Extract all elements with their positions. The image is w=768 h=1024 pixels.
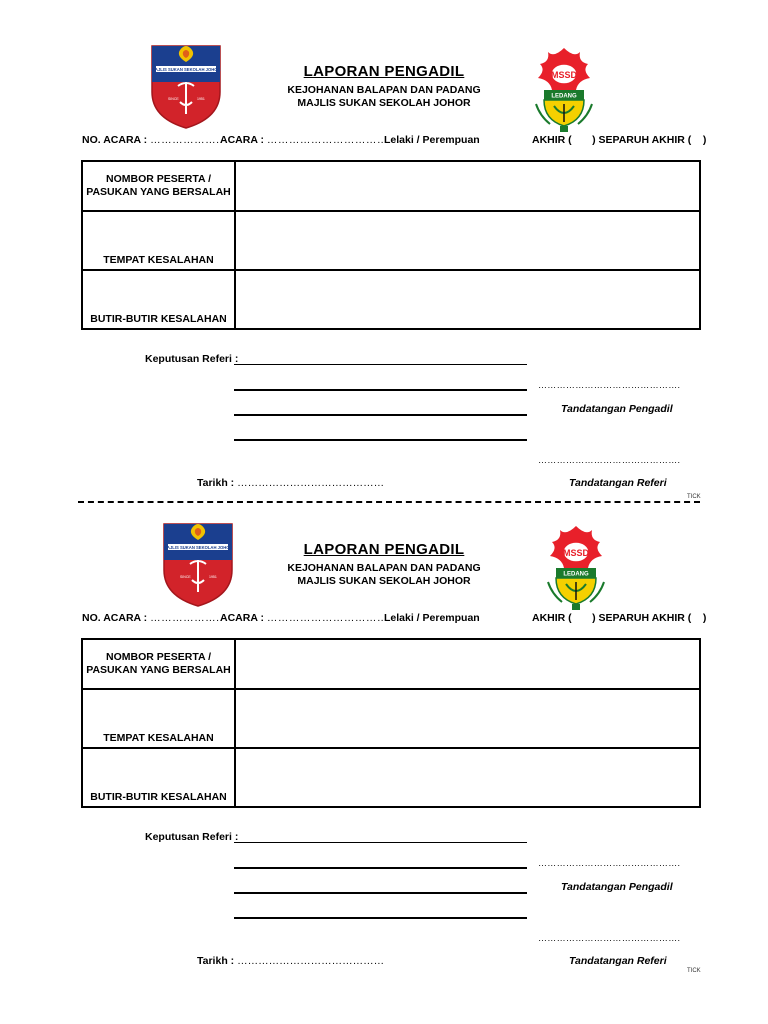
svg-text:MSSD: MSSD (550, 70, 578, 80)
svg-text:1951: 1951 (197, 97, 205, 101)
no-acara-field[interactable] (82, 612, 223, 624)
participant-label-cell (82, 161, 235, 211)
form-subtitle-event: KEJOHANAN BALAPAN DAN PADANG (287, 562, 481, 574)
offence-table (81, 638, 701, 808)
no-acara-label: NO. ACARA : (82, 134, 148, 146)
svg-text:MSSD: MSSD (562, 548, 590, 558)
participant-label-line2: PASUKAN YANG BERSALAH (86, 664, 231, 676)
svg-text:LEDANG: LEDANG (551, 93, 577, 100)
form-title: LAPORAN PENGADIL (303, 541, 465, 558)
svg-text:SINCE: SINCE (168, 97, 179, 101)
no-acara-dots: ……………….. (150, 134, 223, 146)
svg-text:SINCE: SINCE (180, 575, 191, 579)
judge-signature-label: Tandatangan Pengadil (561, 881, 673, 893)
details-label: BUTIR-BUTIR KESALAHAN (82, 270, 235, 329)
decision-line-4[interactable] (234, 439, 527, 441)
no-acara-dots: ……………….. (150, 612, 223, 624)
judge-signature-label: Tandatangan Pengadil (561, 403, 673, 415)
judge-signature-line[interactable]: ………………………………………. (538, 858, 681, 868)
no-acara-label: NO. ACARA : (82, 612, 148, 624)
offence-table (81, 160, 701, 330)
decision-line-1[interactable] (234, 364, 527, 365)
referee-decision-label: Keputusan Referi : (145, 831, 239, 843)
svg-text:MAJLIS SUKAN SEKOLAH JOHOR: MAJLIS SUKAN SEKOLAH JOHOR (163, 544, 233, 550)
participant-label-cell (82, 639, 235, 689)
form-subtitle-event: KEJOHANAN BALAPAN DAN PADANG (287, 84, 481, 96)
referee-signature-line[interactable]: ………………………………………. (538, 455, 681, 465)
decision-line-1[interactable] (234, 842, 527, 843)
date-field[interactable] (197, 955, 384, 967)
location-label: TEMPAT KESALAHAN (82, 689, 235, 748)
svg-text:LEDANG: LEDANG (563, 571, 589, 578)
gender-option[interactable]: Lelaki / Perempuan (384, 134, 480, 146)
details-input-cell[interactable] (235, 270, 700, 329)
form-subtitle-council: MAJLIS SUKAN SEKOLAH JOHOR (297, 97, 471, 109)
tick-mark-label: TICK (687, 494, 701, 500)
decision-line-3[interactable] (234, 414, 527, 416)
referee-signature-line[interactable]: ………………………………………. (538, 933, 681, 943)
referee-signature-label: Tandatangan Referi (569, 477, 667, 489)
acara-dots: …………………………… (266, 134, 388, 146)
decision-line-2[interactable] (234, 389, 527, 391)
acara-field[interactable] (220, 612, 388, 624)
acara-dots: …………………………… (266, 612, 388, 624)
tick-mark-label: TICK (687, 968, 701, 974)
date-label: Tarikh : (197, 955, 235, 967)
mssd-ledang-logo (530, 46, 598, 134)
date-dots: …………………………………… (237, 955, 385, 967)
judge-signature-line[interactable]: ………………………………………. (538, 380, 681, 390)
participant-label-line1: NOMBOR PESERTA / (105, 651, 211, 663)
final-semifinal-option[interactable]: AKHIR ( ) SEPARUH AKHIR ( ) (532, 134, 707, 146)
participant-label-line1: NOMBOR PESERTA / (105, 173, 211, 185)
form-title: LAPORAN PENGADIL (303, 63, 465, 80)
details-label: BUTIR-BUTIR KESALAHAN (82, 748, 235, 807)
participant-input-cell[interactable] (235, 161, 700, 211)
participant-label-line2: PASUKAN YANG BERSALAH (86, 186, 231, 198)
date-dots: …………………………………… (237, 477, 385, 489)
svg-text:MAJLIS SUKAN SEKOLAH JOHOR: MAJLIS SUKAN SEKOLAH JOHOR (151, 66, 221, 72)
details-input-cell[interactable] (235, 748, 700, 807)
participant-input-cell[interactable] (235, 639, 700, 689)
acara-label: ACARA : (220, 134, 264, 146)
decision-line-4[interactable] (234, 917, 527, 919)
svg-text:1951: 1951 (209, 575, 217, 579)
form-subtitle-council: MAJLIS SUKAN SEKOLAH JOHOR (297, 575, 471, 587)
decision-line-2[interactable] (234, 867, 527, 869)
referee-signature-label: Tandatangan Referi (569, 955, 667, 967)
location-label: TEMPAT KESALAHAN (82, 211, 235, 270)
date-label: Tarikh : (197, 477, 235, 489)
location-input-cell[interactable] (235, 211, 700, 270)
report-form-2 (0, 478, 768, 974)
acara-field[interactable] (220, 134, 388, 146)
location-input-cell[interactable] (235, 689, 700, 748)
no-acara-field[interactable] (82, 134, 223, 146)
final-semifinal-option[interactable]: AKHIR ( ) SEPARUH AKHIR ( ) (532, 612, 707, 624)
decision-line-3[interactable] (234, 892, 527, 894)
gender-option[interactable]: Lelaki / Perempuan (384, 612, 480, 624)
acara-label: ACARA : (220, 612, 264, 624)
mssd-ledang-logo (542, 524, 610, 612)
report-form-1 (0, 0, 768, 500)
referee-decision-label: Keputusan Referi : (145, 353, 239, 365)
